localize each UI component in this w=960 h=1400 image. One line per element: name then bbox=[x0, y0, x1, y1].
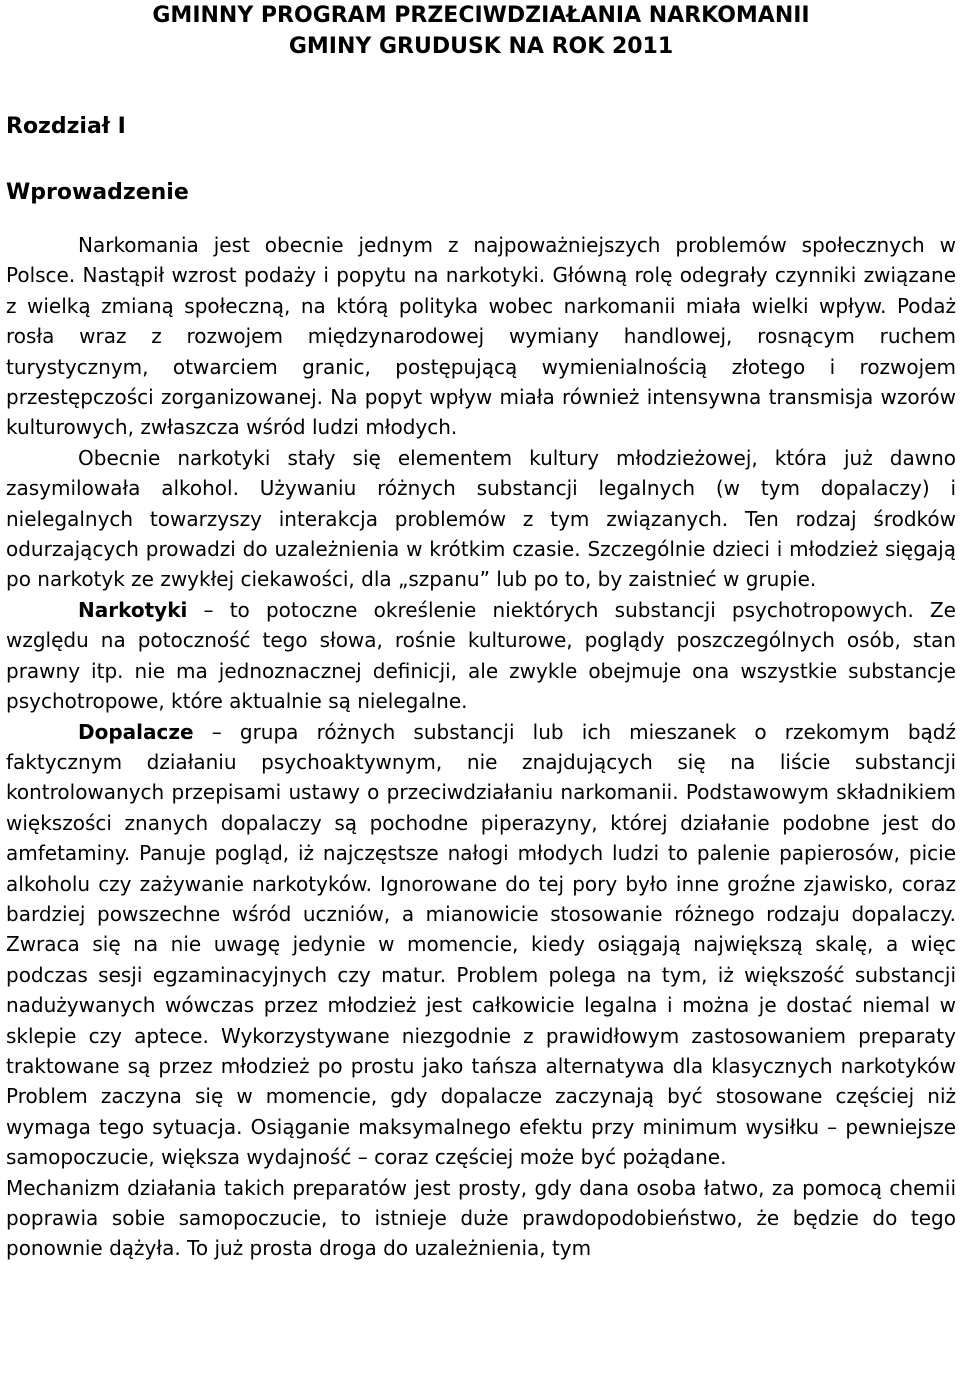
chapter-heading: Rozdział I bbox=[6, 114, 126, 139]
document-title bbox=[6, 0, 956, 62]
paragraph-intro: Narkomania jest obecnie jednym z najpoważniejszych problemów społecznych w Polsce. Nastąpił wzrost podaży i popytu na narkotyki. Główną rolę odegrały czynniki związane z wielką zmianą społeczną, na którą polityka wobec narkomanii miała wielki wpływ. Podaż rosła wraz z rozwojem międzynarodowej wymiany handlowej, rosnącym ruchem turystycznym, otwarciem granic, postępującą wymienialnością złotego i rozwojem przestępczości zorganizowanej. Na popyt wpływ miała również intensywna transmisja wzorów kulturowych, zwłaszcza wśród ludzi młodych. bbox=[6, 233, 956, 440]
paragraph-dopalacze-text: – grupa różnych substancji lub ich mieszanek o rzekomym bądź faktycznym działaniu psychoaktywnym, nie znajdujących się na liście substancji kontrolowanych przepisami ustawy o przeciwdziałaniu narkomanii. Podstawowym składnikiem większości znanych dopalaczy są pochodne piperazyny, której działanie podobne jest do amfetaminy. Panuje pogląd, iż najczęstsze nałogi młodych ludzi to palenie papierosów, picie alkoholu czy zażywanie narkotyków. Ignorowane do tej pory było inne groźne zjawisko, coraz bardziej powszechne wśród uczniów, a mianowicie stosowanie różnego rodzaju dopalaczy. Zwraca się na nie uwagę jedynie w momencie, kiedy osiągają największą skalę, a więc podczas sesji egzaminacyjnych czy matur. Problem polega na tym, iż większość substancji nadużywanych wówczas przez młodzież jest całkowicie legalna i można je dostać niemal w sklepie czy aptece. Wykorzystywane niezgodnie z prawidłowym zastosowaniem preparaty traktowane są przez młodzież po prostu jako tańsza alternatywa dla klasycznych narkotyków Problem zaczyna się w momencie, gdy dopalacze zaczynają być stosowane częściej niż wymaga tego sytuacja. Osiąganie maksymalnego efektu przy minimum wysiłku – pewniejsze samopoczucie, większa wydajność – coraz częściej może być pożądane. bbox=[6, 719, 956, 1170]
term-dopalacze: Dopalacze bbox=[78, 719, 194, 744]
title-line-2: GMINY GRUDUSK NA ROK 2011 bbox=[288, 34, 674, 59]
title-line-1: GMINNY PROGRAM PRZECIWDZIAŁANIA NARKOMANII bbox=[152, 3, 810, 28]
paragraph-mechanism: Mechanizm działania takich preparatów jest prosty, gdy dana osoba łatwo, za pomocą chemii poprawia sobie samopoczucie, to istnieje duże prawdopodobieństwo, że będzie do tego ponownie dążyła. To już prosta droga do uzależnienia, tym bbox=[6, 1175, 956, 1261]
section-heading: Wprowadzenie bbox=[6, 180, 189, 205]
term-narkotyki: Narkotyki bbox=[78, 597, 188, 622]
paragraph-dopalacze bbox=[6, 717, 956, 1173]
paragraph-narkotyki bbox=[6, 595, 956, 717]
paragraph-narkotyki-text: – to potoczne określenie niektórych substancji psychotropowych. Ze względu na potoczność tego słowa, rośnie kulturowe, poglądy poszczególnych osób, stan prawny itp. nie ma jednoznacznej definicji, ale zwykle obejmuje ona wszystkie substancje psychotropowe, które aktualnie są nielegalne. bbox=[6, 597, 956, 714]
paragraph-culture: Obecnie narkotyki stały się elementem kultury młodzieżowej, która już dawno zasymilowała alkohol. Używaniu różnych substancji legalnych (w tym dopalaczy) i nielegalnych towarzyszy interakcja problemów z tym związanych. Ten rodzaj środków odurzających prowadzi do uzależnienia w krótkim czasie. Szczególnie dzieci i młodzież sięgają po narkotyk ze zwykłej ciekawości, dla „szpanu” lub po to, by zaistnieć w grupie. bbox=[6, 445, 956, 592]
